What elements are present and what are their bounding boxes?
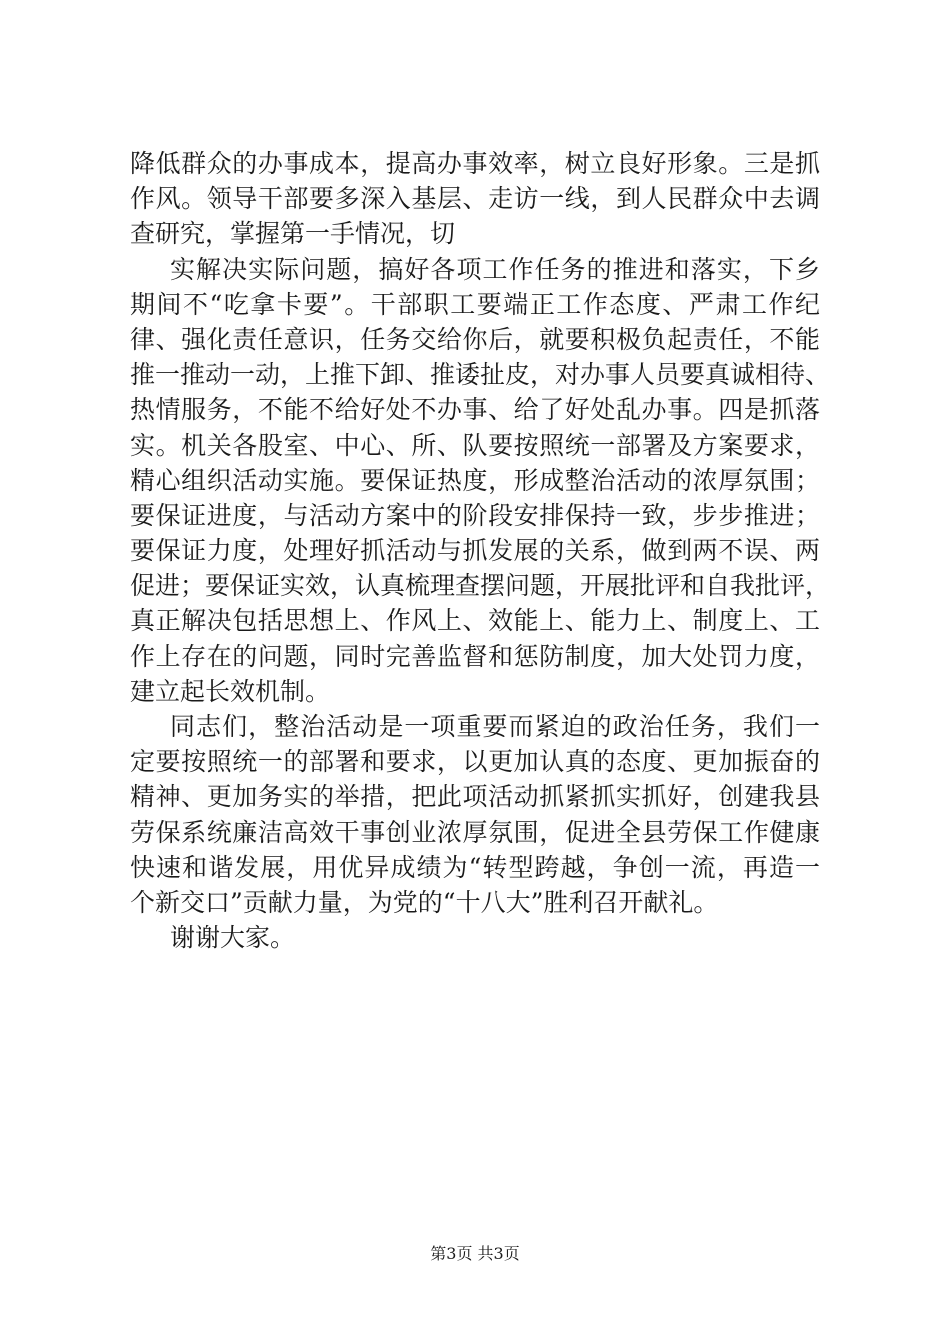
text-line: 要保证进度，与活动方案中的阶段安排保持一致，步步推进；: [130, 500, 820, 530]
text-line: 要保证力度，处理好抓活动与抓发展的关系，做到两不误、两: [130, 536, 820, 566]
text-line: 降低群众的办事成本，提高办事效率，树立良好形象。三是抓: [130, 149, 820, 178]
text-line: 真正解决包括思想上、作风上、效能上、能力上、制度上、工: [130, 606, 820, 636]
text-line: 实。机关各股室、中心、所、队要按照统一部署及方案要求，: [130, 430, 820, 460]
text-line: 建立起长效机制。: [130, 676, 331, 706]
text-line: 快速和谐发展，用优异成绩为“转型跨越，争创一流，再造一: [130, 852, 820, 882]
page-number-footer: 第3页 共3页: [430, 1244, 520, 1263]
paragraph-first-line: 同志们，整治活动是一项重要而紧迫的政治任务，我们一: [170, 712, 820, 741]
closing-line: 谢谢大家。: [170, 923, 296, 953]
text-line: 推一推动一动，上推下卸、推诿扯皮，对办事人员要真诚相待、: [130, 360, 831, 390]
text-line: 热情服务，不能不给好处不办事、给了好处乱办事。四是抓落: [130, 395, 820, 425]
text-line: 促进；要保证实效，认真梳理查摆问题，开展批评和自我批评，: [130, 571, 831, 601]
document-body: [130, 146, 831, 955]
text-line: 劳保系统廉洁高效干事创业浓厚氛围，促进全县劳保工作健康: [130, 817, 820, 847]
text-line: 精神、更加务实的举措，把此项活动抓紧抓实抓好，创建我县: [130, 782, 820, 812]
paragraph-first-line: 实解决实际问题，搞好各项工作任务的推进和落实，下乡: [170, 254, 820, 284]
text-line: 精心组织活动实施。要保证热度，形成整治活动的浓厚氛围；: [130, 465, 820, 495]
text-line: 定要按照统一的部署和要求，以更加认真的态度、更加振奋的: [130, 747, 820, 777]
text-line: 个新交口”贡献力量，为党的“十八大”胜利召开献礼。: [130, 887, 719, 917]
text-line: 作风。领导干部要多深入基层、走访一线，到人民群众中去调: [130, 184, 820, 214]
text-line: 律、强化责任意识，任务交给你后，就要积极负起责任，不能: [130, 324, 820, 354]
text-line: 期间不“吃拿卡要”。干部职工要端正工作态度、严肃工作纪: [130, 289, 820, 319]
text-line: 作上存在的问题，同时完善监督和惩防制度，加大处罚力度，: [130, 641, 820, 671]
text-line: 查研究，掌握第一手情况，切: [130, 219, 456, 249]
